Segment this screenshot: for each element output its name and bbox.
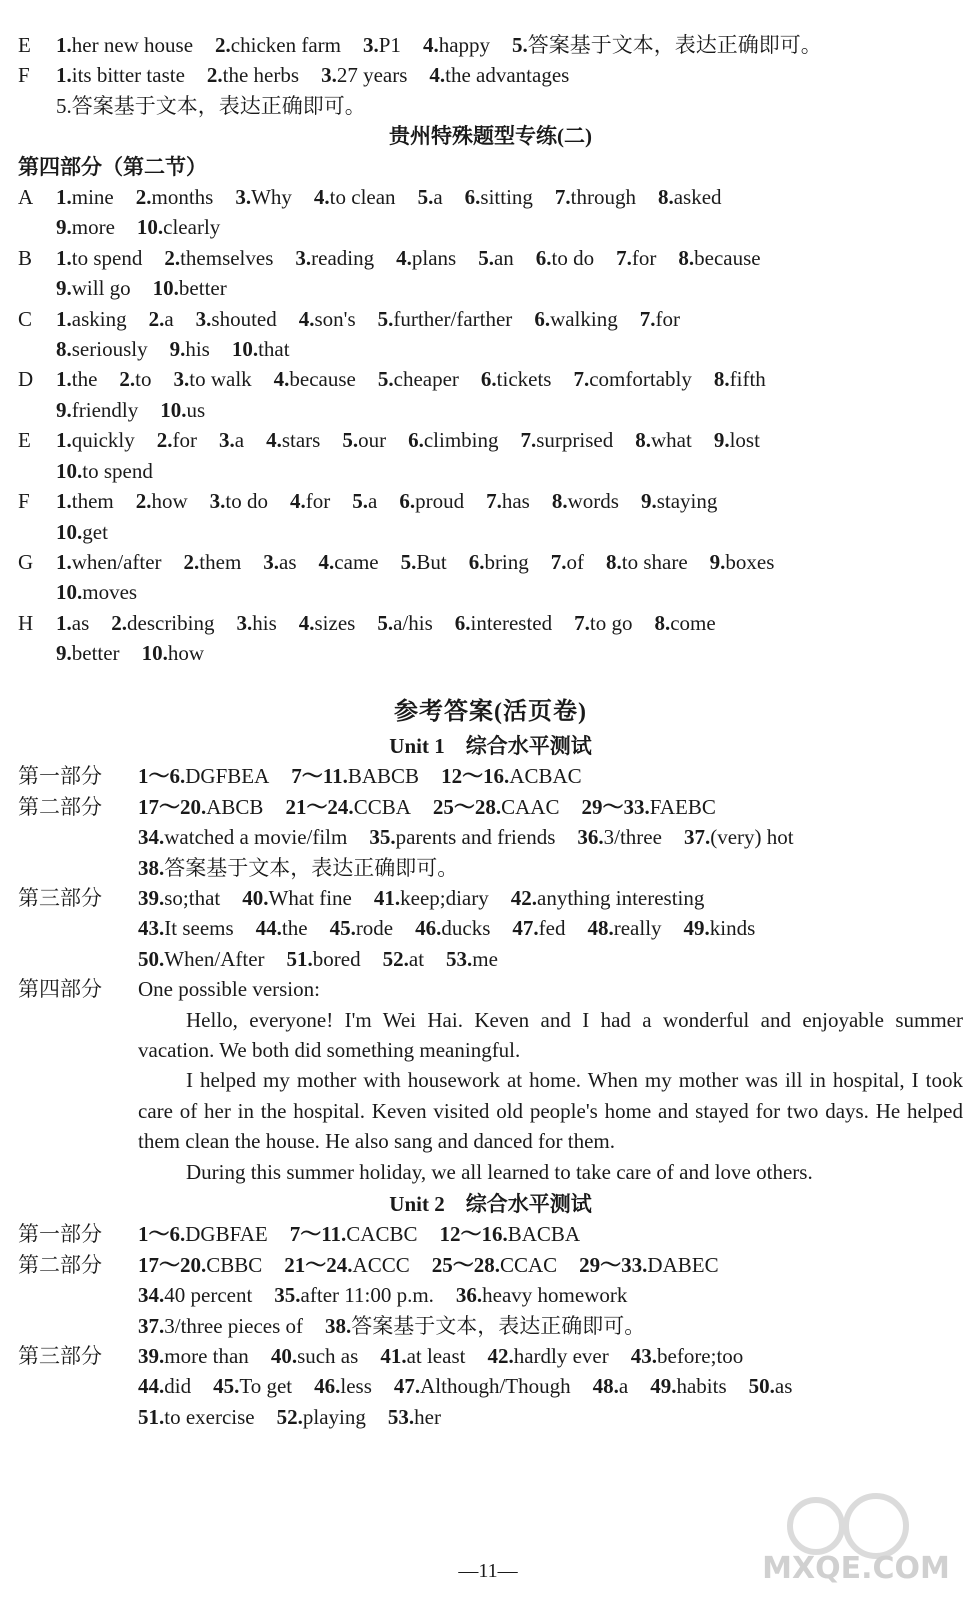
unit1-part3 — [18, 883, 963, 913]
group-row-a — [18, 182, 963, 212]
answer-item: 4.for — [290, 489, 331, 514]
answer-item: 6.bring — [468, 549, 529, 574]
answer-list — [18, 1402, 963, 1432]
answer-item: 3.his — [236, 610, 277, 635]
answer-item: 1.to spend — [56, 245, 143, 270]
answer-item: 7.to go — [574, 610, 633, 635]
part-label: 第四部分 — [18, 977, 102, 1002]
answer-item: 9.his — [169, 337, 210, 362]
answer-item: 7～11.CACBC — [289, 1222, 418, 1247]
answer-list — [56, 182, 963, 212]
answer-item: 17～20.CBBC — [138, 1252, 263, 1277]
answer-item: 3.as — [263, 549, 297, 574]
answer-item: 4.to clean — [313, 185, 396, 210]
answer-item: 1.them — [56, 489, 114, 514]
answer-item: 9.more — [56, 215, 115, 240]
answer-item: 3.Why — [235, 185, 292, 210]
answer-list — [56, 608, 963, 638]
answer-item: 4.sizes — [298, 610, 356, 635]
answer-item: 44.did — [138, 1374, 192, 1399]
group-label: F — [18, 63, 30, 88]
answer-item: 5.a/his — [377, 610, 433, 635]
group-continuation — [18, 638, 963, 668]
watermark-logo — [756, 1488, 956, 1588]
answer-item: 51.to exercise — [138, 1404, 255, 1429]
answer-item: 2.the herbs — [206, 63, 300, 88]
answer-item: 12～16.ACBAC — [441, 764, 582, 789]
answer-item: 1～6.DGFBEA — [138, 764, 270, 789]
answer-item: 2.describing — [111, 610, 215, 635]
answer-item: 46.less — [314, 1374, 372, 1399]
answer-item: 50.When/After — [138, 946, 265, 971]
answer-item: 36.heavy homework — [455, 1283, 628, 1308]
answer-item: 38.答案基于文本，表达正确即可。 — [138, 855, 459, 880]
top-group-e — [18, 30, 963, 60]
answer-list — [18, 822, 963, 852]
answer-item: 2.them — [183, 549, 242, 574]
answer-item: 3.reading — [295, 245, 375, 270]
group-row-b — [18, 243, 963, 273]
answer-item: 8.to share — [606, 549, 688, 574]
answer-item: 41.at least — [380, 1344, 466, 1369]
answer-list — [18, 1280, 963, 1310]
answer-item: 7.of — [550, 549, 585, 574]
special-practice-title: 贵州特殊题型专练(二) — [389, 124, 592, 149]
answer-item: 5.an — [478, 245, 514, 270]
answers-title: 参考答案(活页卷) — [394, 698, 587, 725]
answer-list — [56, 364, 963, 394]
group-continuation — [18, 334, 963, 364]
group-continuation — [18, 212, 963, 242]
top-group-f-continued: 5.答案基于文本，表达正确即可。 — [56, 93, 366, 118]
answer-item: 39.so;that — [138, 885, 221, 910]
answer-item: 35.after 11:00 p.m. — [274, 1283, 434, 1308]
answer-item: 9.better — [56, 641, 120, 666]
answer-item: 6.tickets — [480, 367, 552, 392]
answer-item: 1.the — [56, 367, 98, 392]
answer-item: 37.(very) hot — [683, 825, 794, 850]
answer-item: 44.the — [255, 916, 308, 941]
section-heading: 第四部分（第二节） — [18, 154, 207, 179]
answer-item: 8.what — [635, 428, 692, 453]
group-label: D — [18, 367, 34, 392]
answer-item: 40.What fine — [242, 885, 352, 910]
special-practice-groups — [18, 182, 963, 669]
answer-item: 1.its bitter taste — [56, 63, 185, 88]
answer-item: 39.more than — [138, 1344, 249, 1369]
group-label: F — [18, 489, 30, 514]
essay-paragraph: During this summer holiday, we all learned to take care of and love others. — [186, 1159, 813, 1184]
answer-item: 29～33.DABEC — [579, 1252, 719, 1277]
part-label: 第二部分 — [18, 794, 102, 819]
answer-item: 7.for — [616, 245, 657, 270]
answer-item: 8.come — [654, 610, 716, 635]
answer-item: 51.bored — [286, 946, 361, 971]
group-continuation — [18, 395, 963, 425]
answer-item: 8.seriously — [56, 337, 148, 362]
group-row-g — [18, 547, 963, 577]
answer-item: 36.3/three — [577, 825, 662, 850]
answer-item: 8.words — [551, 489, 619, 514]
answer-item: 5.a — [417, 185, 443, 210]
answer-item: 5.further/farther — [377, 306, 513, 331]
answer-list — [18, 944, 963, 974]
answer-list — [18, 853, 963, 883]
answer-list — [138, 883, 963, 913]
answer-item: 2.themselves — [164, 245, 274, 270]
answer-item: 5.cheaper — [377, 367, 459, 392]
answer-item: 21～24.ACCC — [284, 1252, 410, 1277]
answer-item: 2.months — [135, 185, 214, 210]
answer-item: 47.fed — [512, 916, 566, 941]
answer-list — [138, 761, 963, 791]
group-continuation — [18, 577, 963, 607]
essay-paragraph: Hello, everyone! I'm Wei Hai. Keven and I had a wonderful and enjoyable summer vacation. We both did something meaningful. — [138, 1007, 963, 1062]
group-row-f — [18, 486, 963, 516]
answer-item: 40.such as — [270, 1344, 359, 1369]
answer-item: 1.when/after — [56, 549, 162, 574]
answer-item: 46.ducks — [415, 916, 491, 941]
answer-item: 7.for — [639, 306, 680, 331]
answer-item: 4.happy — [422, 33, 491, 57]
answer-item: 35.parents and friends — [369, 825, 556, 850]
group-continuation — [18, 517, 963, 547]
group-label: B — [18, 245, 33, 270]
answer-item: 5.But — [400, 549, 447, 574]
essay-paragraph: I helped my mother with housework at home. When my mother was ill in hospital, I took care of her in the hospital. Keven visited old people's home and stayed for two days. He helped them clean the house. He also sang and danced for them. — [138, 1068, 963, 1154]
answer-item: 7.has — [486, 489, 530, 514]
answer-item: 10.better — [152, 276, 227, 301]
answer-item: 4.son's — [298, 306, 356, 331]
group-continuation — [18, 456, 963, 486]
answer-item: 10.us — [160, 397, 206, 422]
answer-list — [56, 243, 963, 273]
essay-intro: One possible version: — [138, 977, 320, 1002]
unit1-part4 — [18, 974, 963, 1004]
answer-item: 5.our — [342, 428, 387, 453]
answer-item: 25～28.CAAC — [432, 794, 560, 819]
answer-item: 43.before;too — [630, 1344, 744, 1369]
answer-item: 29～33.FAEBC — [581, 794, 716, 819]
answer-list — [138, 1341, 963, 1371]
answer-item: 4.plans — [396, 245, 457, 270]
group-row-c — [18, 304, 963, 334]
answer-item: 1～6.DGBFAE — [138, 1222, 268, 1247]
group-label: E — [18, 428, 31, 453]
answer-item: 6.climbing — [408, 428, 499, 453]
answer-item: 2.for — [156, 428, 197, 453]
part-label: 第二部分 — [18, 1252, 102, 1277]
answer-item: 6.sitting — [464, 185, 533, 210]
answer-item: 34.40 percent — [138, 1283, 253, 1308]
answer-list — [56, 60, 963, 90]
answer-item: 52.at — [382, 946, 425, 971]
answer-item: 42.hardly ever — [487, 1344, 609, 1369]
unit2-part3 — [18, 1341, 963, 1371]
answer-item: 9.lost — [713, 428, 760, 453]
group-label: G — [18, 549, 34, 574]
answer-list — [18, 1311, 963, 1341]
answer-item: 3.shouted — [195, 306, 277, 331]
answer-item: 48.really — [587, 916, 662, 941]
answer-item: 10.moves — [56, 580, 138, 605]
page-number: —11— — [458, 1560, 518, 1582]
unit1-title: Unit 1 综合水平测试 — [389, 733, 592, 758]
answer-item: 25～28.CCAC — [431, 1252, 558, 1277]
group-label: H — [18, 610, 34, 635]
answer-item: 37.3/three pieces of — [138, 1313, 304, 1338]
answer-item: 3.27 years — [321, 63, 408, 88]
answer-item: 9.friendly — [56, 397, 139, 422]
answer-item: 8.because — [678, 245, 761, 270]
answer-item: 1.quickly — [56, 428, 135, 453]
answer-item: 4.the advantages — [429, 63, 570, 88]
answer-item: 49.kinds — [683, 916, 756, 941]
answer-item: 3.to do — [209, 489, 269, 514]
answer-item: 34.watched a movie/film — [138, 825, 348, 850]
answer-item: 1.asking — [56, 306, 127, 331]
part-label: 第一部分 — [18, 764, 102, 789]
answer-list — [138, 792, 963, 822]
group-label: A — [18, 185, 34, 210]
answer-list — [56, 304, 963, 334]
answer-item: 7.comfortably — [573, 367, 692, 392]
part-label: 第三部分 — [18, 885, 102, 910]
answer-list — [56, 486, 963, 516]
answer-item: 9.boxes — [709, 549, 775, 574]
answer-list — [56, 30, 963, 60]
answer-item: 49.habits — [650, 1374, 727, 1399]
answer-item: 38.答案基于文本，表达正确即可。 — [325, 1313, 646, 1338]
part-label: 第一部分 — [18, 1222, 102, 1247]
answer-item: 6.to do — [535, 245, 595, 270]
answer-item: 3.P1 — [363, 33, 401, 57]
answer-item: 2.a — [148, 306, 174, 331]
answer-item: 7～11.BABCB — [291, 764, 420, 789]
answer-item: 2.to — [119, 367, 152, 392]
answer-item: 21～24.CCBA — [285, 794, 411, 819]
answer-item: 2.how — [135, 489, 188, 514]
answer-list — [56, 547, 963, 577]
unit1-part2 — [18, 792, 963, 822]
answer-item: 6.proud — [399, 489, 465, 514]
sample-essay — [18, 1005, 963, 1187]
answer-item: 47.Although/Though — [393, 1374, 571, 1399]
answer-item: 42.anything interesting — [510, 885, 705, 910]
group-continuation — [18, 273, 963, 303]
answer-item: 6.walking — [534, 306, 618, 331]
answer-item: 6.interested — [454, 610, 553, 635]
group-row-h — [18, 608, 963, 638]
group-label: C — [18, 306, 33, 331]
answer-item: 3.to walk — [173, 367, 252, 392]
answer-item: 7.through — [554, 185, 636, 210]
answer-item: 10.to spend — [56, 458, 153, 483]
answer-item: 50.as — [748, 1374, 793, 1399]
answer-item: 17～20.ABCB — [138, 794, 264, 819]
answer-item: 48.a — [592, 1374, 629, 1399]
answer-item: 10.how — [141, 641, 204, 666]
answer-item: 9.will go — [56, 276, 131, 301]
answer-item: 12～16.BACBA — [439, 1222, 581, 1247]
answer-item: 45.rode — [329, 916, 394, 941]
answer-item: 1.mine — [56, 185, 114, 210]
group-row-e — [18, 425, 963, 455]
answer-item: 43.It seems — [138, 916, 234, 941]
answer-list — [138, 1219, 963, 1249]
answer-list — [18, 913, 963, 943]
answer-item: 10.that — [231, 337, 290, 362]
answer-item: 1.her new house — [56, 33, 194, 57]
answer-item: 3.a — [219, 428, 245, 453]
answer-item: 9.staying — [640, 489, 718, 514]
answer-item: 4.because — [273, 367, 356, 392]
answer-item: 53.her — [387, 1404, 441, 1429]
group-row-d — [18, 364, 963, 394]
top-group-f — [18, 60, 963, 90]
answer-item: 45.To get — [213, 1374, 293, 1399]
answer-item: 8.asked — [657, 185, 722, 210]
answer-item: 7.surprised — [520, 428, 614, 453]
answer-list — [18, 1371, 963, 1401]
answer-item: 41.keep;diary — [373, 885, 489, 910]
answer-item: 1.as — [56, 610, 90, 635]
answer-item: 53.me — [446, 946, 498, 971]
answer-key-page — [18, 30, 963, 1432]
answer-list — [56, 425, 963, 455]
group-label: E — [18, 33, 31, 57]
unit1-part1 — [18, 761, 963, 791]
answer-item: 10.get — [56, 519, 108, 544]
unit2-part1 — [18, 1219, 963, 1249]
answer-list — [138, 1250, 963, 1280]
unit2-title: Unit 2 综合水平测试 — [389, 1192, 592, 1217]
answer-item: 8.fifth — [713, 367, 766, 392]
answer-item: 5.a — [352, 489, 378, 514]
answer-item: 10.clearly — [136, 215, 221, 240]
part-label: 第三部分 — [18, 1344, 102, 1369]
watermark-text: MXQE.COM — [762, 1551, 950, 1586]
answer-item: 2.chicken farm — [215, 33, 341, 57]
answer-item: 52.playing — [276, 1404, 366, 1429]
unit2-part2 — [18, 1250, 963, 1280]
answer-item: 4.came — [318, 549, 379, 574]
answer-item: 4.stars — [266, 428, 321, 453]
answer-item: 5.答案基于文本，表达正确即可。 — [512, 33, 822, 57]
